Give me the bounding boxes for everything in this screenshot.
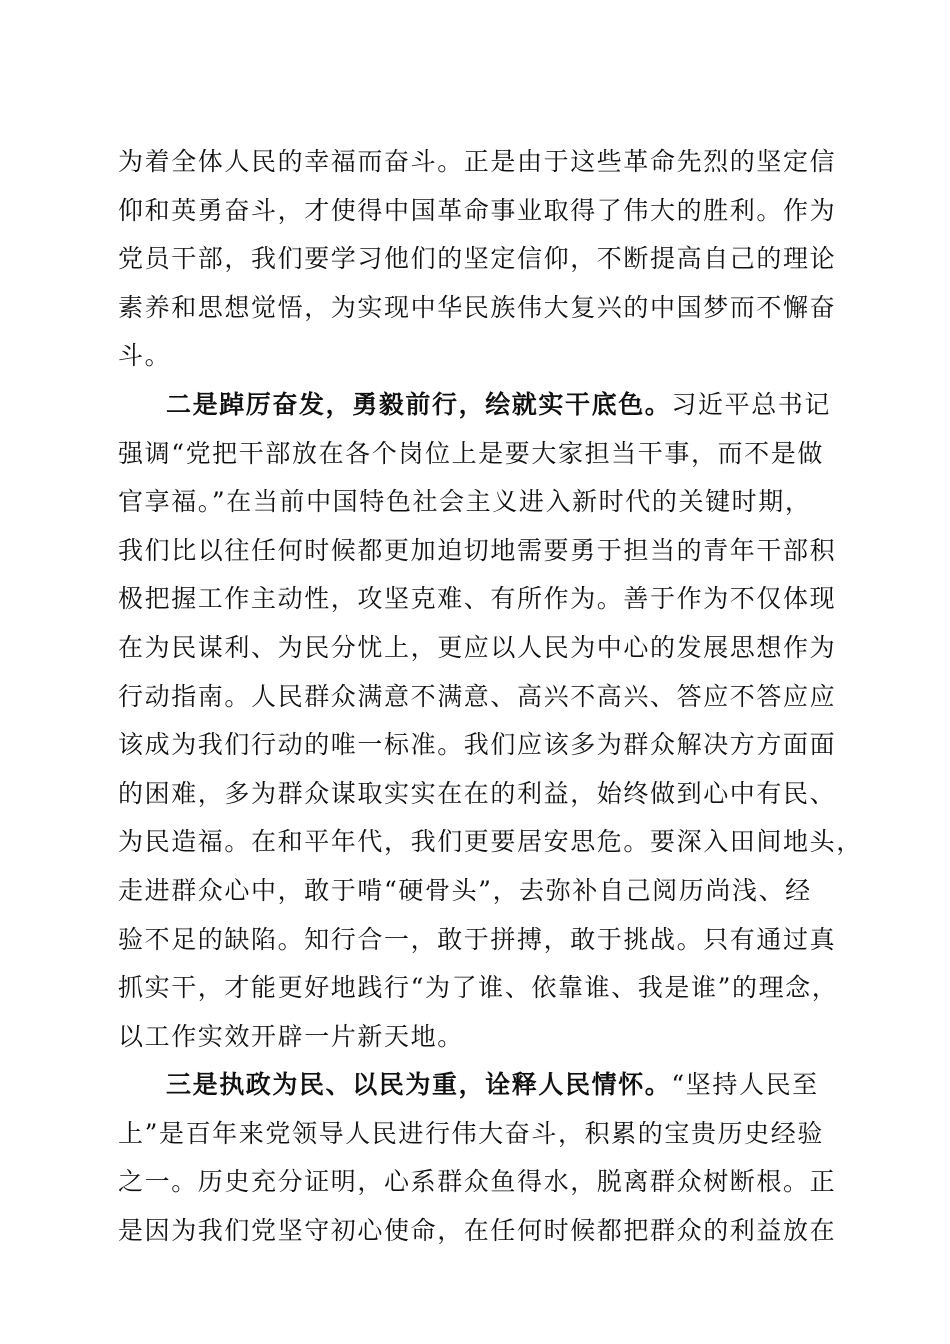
paragraph-2-lead: 二是踔厉奋发，勇毅前行，绘就实干底色。: [166, 389, 672, 419]
paragraph-1: [118, 138, 838, 381]
paragraph-2-line: 该成为我们行动的唯一标准。我们应该多为群众解决方方面面: [118, 730, 837, 760]
paragraph-3-line: 之一。历史充分证明，心系群众鱼得水，脱离群众树断根。正: [118, 1167, 837, 1197]
paragraph-2-line: 行动指南。人民群众满意不满意、高兴不高兴、答应不答应应: [118, 681, 837, 711]
paragraph-1-line: 为着全体人民的幸福而奋斗。正是由于这些革命先烈的坚定信: [118, 147, 837, 176]
paragraph-3-lead: 三是执政为民、以民为重，诠释人民情怀。: [166, 1070, 672, 1100]
paragraph-3-first-line: [118, 1061, 838, 1110]
paragraph-3: [118, 1061, 838, 1255]
paragraph-1-line: 斗。: [118, 341, 172, 371]
paragraph-2-line: 在为民谋利、为民分忧上，更应以人民为中心的发展思想作为: [118, 632, 837, 662]
paragraph-2-first-line-rest: 习近平总书记: [671, 389, 832, 419]
paragraph-2-line: 极把握工作主动性，攻坚克难、有所作为。善于作为不仅体现: [118, 584, 837, 614]
paragraph-2-line: 我们比以往任何时候都更加迫切地需要勇于担当的青年干部积: [118, 535, 837, 565]
paragraph-1-line: 素养和思想觉悟，为实现中华民族伟大复兴的中国梦而不懈奋: [118, 292, 837, 322]
paragraph-2-line: 以工作实效开辟一片新天地。: [118, 1021, 464, 1051]
paragraph-2: [118, 381, 863, 1061]
paragraph-3-first-line-rest: “坚持人民至: [671, 1070, 819, 1100]
paragraph-3-line: 是因为我们党坚守初心使命，在任何时候都把群众的利益放在: [118, 1216, 837, 1246]
paragraph-3-line: 上”是百年来党领导人民进行伟大奋斗，积累的宝贵历史经验: [118, 1118, 824, 1148]
paragraph-2-line: 抓实干，才能更好地践行“为了谁、依靠谁、我是谁”的理念，: [118, 973, 839, 1003]
paragraph-2-line: 强调“党把干部放在各个岗位上是要大家担当干事，而不是做: [118, 438, 824, 468]
paragraph-1-line: 党员干部，我们要学习他们的坚定信仰，不断提高自己的理论: [118, 244, 837, 274]
paragraph-1-line: 仰和英勇奋斗，才使得中国革命事业取得了伟大的胜利。作为: [118, 195, 837, 225]
paragraph-2-line: 为民造福。在和平年代，我们更要居安思危。要深入田间地头，: [118, 827, 863, 857]
document-body: [118, 138, 863, 1256]
paragraph-2-line: 走进群众心中，敢于啃“硬骨头”，去弥补自己阅历尚浅、经: [118, 875, 812, 905]
paragraph-2-line: 验不足的缺陷。知行合一，敢于拼搏，敢于挑战。只有通过真: [118, 924, 837, 954]
paragraph-2-first-line: [118, 381, 838, 430]
paragraph-2-line: 的困难，多为群众谋取实实在在的利益，始终做到心中有民、: [118, 778, 837, 808]
paragraph-2-line: 官享福。”在当前中国特色社会主义进入新时代的关键时期，: [118, 487, 812, 517]
